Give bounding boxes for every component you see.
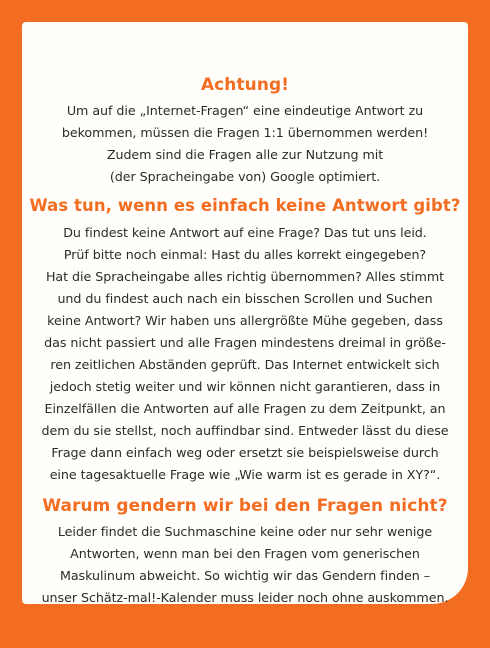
text-line: Um auf die „Internet-Fragen“ eine eindeutige Antwort zu (66, 103, 424, 118)
card-content (22, 72, 468, 609)
text-line: jedoch stetig weiter und wir können nicht garantieren, dass in (49, 379, 441, 394)
text-line: Frage dann einfach weg oder ersetzt sie beispielsweise durch (51, 445, 439, 460)
heading-no-answer: Was tun, wenn es einfach keine Antwort gibt? (29, 196, 461, 215)
text-line: keine Antwort? Wir haben uns allergrößte Mühe gegeben, dass (47, 313, 443, 328)
text-line: ren zeitlichen Abständen geprüft. Das Internet entwickelt sich (50, 357, 440, 372)
heading-achtung: Achtung! (200, 74, 290, 94)
text-line: unser Schätz-mal!-Kalender muss leider noch ohne auskommen. (41, 590, 449, 605)
text-line: Einzelfällen die Antworten auf alle Fragen zu dem Zeitpunkt, an (44, 401, 446, 416)
paragraph-no-answer (22, 222, 468, 486)
text-line: eine tagesaktuelle Frage wie „Wie warm ist es gerade in XY?“. (49, 467, 441, 482)
text-line: das nicht passiert und alle Fragen mindestens dreimal in größe- (44, 335, 446, 350)
text-line: Du findest keine Antwort auf eine Frage? Das tut uns leid. (63, 225, 427, 240)
text-line: Zudem sind die Fragen alle zur Nutzung mit (106, 147, 384, 162)
paragraph-achtung (22, 100, 468, 188)
text-line: Leider findet die Suchmaschine keine oder nur sehr wenige (57, 524, 433, 539)
text-line: Hat die Spracheingabe alles richtig übernommen? Alles stimmt (45, 269, 445, 284)
text-line: (der Spracheingabe von) Google optimiert. (109, 169, 381, 184)
paragraph-gendern (22, 521, 468, 609)
text-line: Prüf bitte noch einmal: Hast du alles korrekt eingegeben? (63, 247, 427, 262)
text-line: und du findest auch nach ein bisschen Scrollen und Suchen (57, 291, 433, 306)
text-line: dem du sie stellst, noch auffindbar sind. Entweder lässt du diese (41, 423, 449, 438)
text-line: Maskulinum abweicht. So wichtig wir das Gendern finden – (59, 568, 431, 583)
text-line: Antworten, wenn man bei den Fragen vom generischen (70, 546, 420, 561)
info-card (22, 22, 468, 604)
text-line: bekommen, müssen die Fragen 1:1 übernommen werden! (61, 125, 429, 140)
heading-gendern: Warum gendern wir bei den Fragen nicht? (42, 495, 448, 515)
